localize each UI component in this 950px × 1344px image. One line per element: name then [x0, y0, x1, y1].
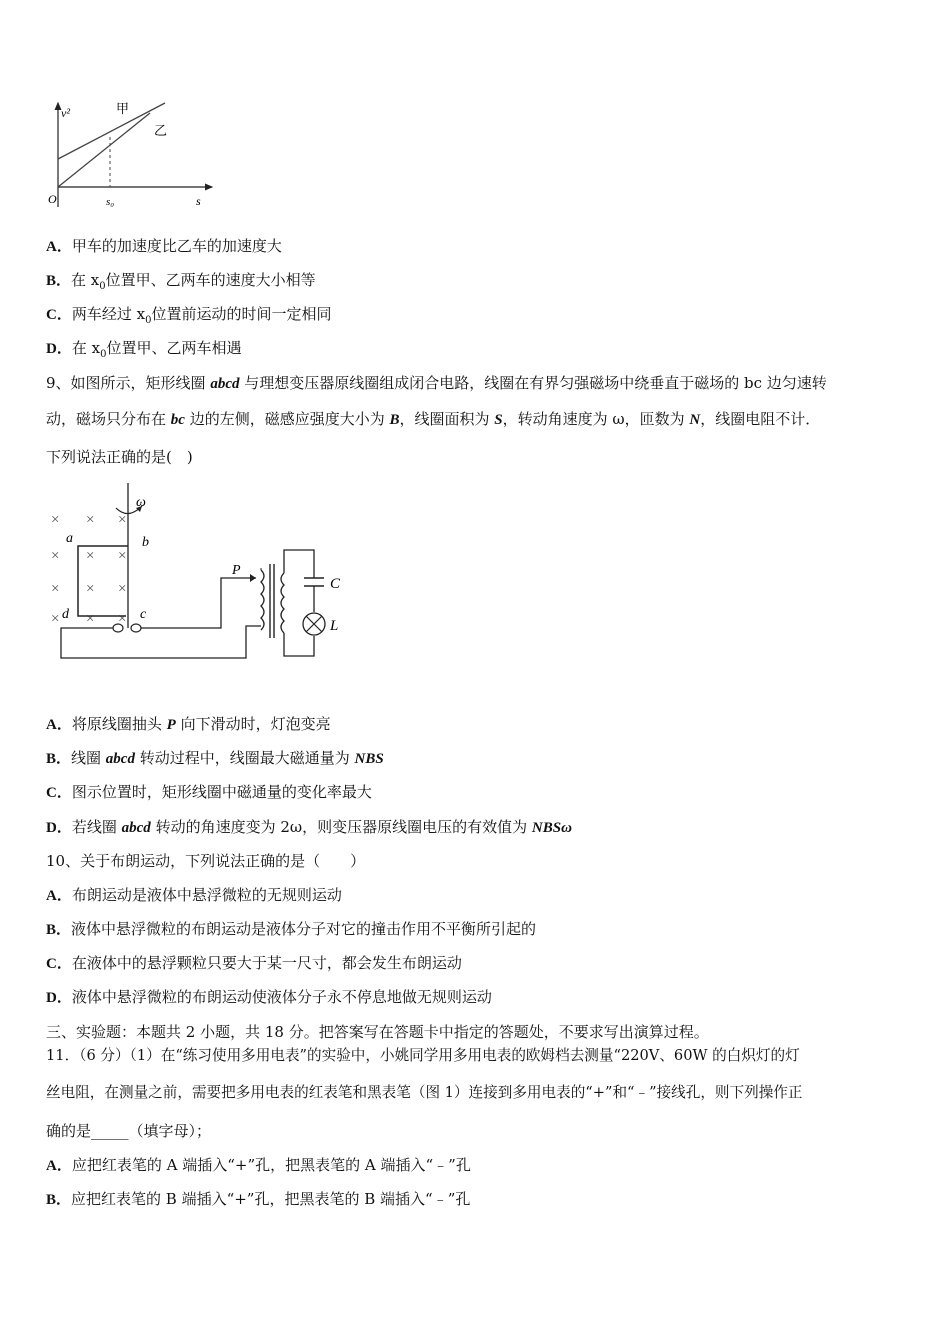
field-cross: × — [86, 611, 95, 627]
line-yi-label: 乙 — [154, 123, 168, 138]
field-cross: × — [51, 512, 60, 528]
q9-stem-line2: 动，磁场只分布在 bc 边的左侧，磁感应强度大小为 B，线圈面积为 S，转动角速度为 ω，匝数为 N，线圈电阻不计． — [46, 410, 821, 428]
secondary-wire — [284, 550, 314, 578]
slip-ring — [131, 624, 141, 632]
q10-stem: 10、关于布朗运动，下列说法正确的是（ ） — [46, 852, 366, 870]
label-b: b — [142, 535, 149, 550]
field-cross: × — [51, 611, 60, 627]
q11-option-b: B．应把红表笔的 B 端插入“+”孔，把黑表笔的 B 端插入“﹣”孔 — [46, 1190, 471, 1208]
wire-inner — [141, 578, 256, 628]
line-yi — [58, 103, 168, 159]
q10-option-a: A．布朗运动是液体中悬浮微粒的无规则运动 — [46, 886, 342, 904]
field-cross: × — [86, 512, 95, 528]
field-cross: × — [118, 512, 127, 528]
q10-option-b: B．液体中悬浮微粒的布朗运动是液体分子对它的撞击作用不平衡所引起的 — [46, 920, 537, 938]
field-cross: × — [51, 581, 60, 597]
wire-outer — [61, 626, 261, 658]
omega-label: ω — [136, 495, 146, 510]
q9-option-b: B．线圈 abcd 转动过程中，线圈最大磁通量为 NBS — [46, 749, 384, 767]
field-cross: × — [118, 581, 127, 597]
secondary-coil — [281, 573, 284, 633]
q8-option-a: A．甲车的加速度比乙车的加速度大 — [46, 237, 282, 255]
field-cross: × — [118, 548, 127, 564]
origin-label: O — [48, 192, 57, 206]
line-jia-label: 甲 — [116, 101, 130, 116]
q9-stem-line3: 下列说法正确的是( ) — [46, 448, 193, 466]
lamp-label: L — [330, 618, 339, 634]
field-cross: × — [86, 581, 95, 597]
tap-label-p: P — [232, 563, 241, 578]
q8-option-b: B．在 $x_0$位置甲、乙两车的速度大小相等 — [46, 271, 316, 292]
x-axis-label: s — [196, 194, 201, 208]
q9-option-c: C．图示位置时，矩形线圈中磁通量的变化率最大 — [46, 783, 372, 801]
field-cross: × — [51, 548, 60, 564]
field-cross: × — [86, 548, 95, 564]
q11-stem-line1: 11．（6 分）（1）在“练习使用多用电表”的实验中，小姚同学用多用电表的欧姆档去测量“220V、60W 的白炽灯的灯 — [46, 1047, 800, 1064]
q9-option-a: A．将原线圈抽头 P 向下滑动时，灯泡变亮 — [46, 715, 331, 733]
y-axis-label: v² — [61, 106, 70, 120]
q11-stem-line2: 丝电阻，在测量之前，需要把多用电表的红表笔和黑表笔（图 1）连接到多用电表的“+”和“﹣”接线孔，则下列操作正 — [46, 1084, 803, 1101]
field-cross: × — [118, 611, 127, 627]
label-d: d — [62, 607, 69, 622]
q8-option-d: D．在 $x_0$位置甲、乙两车相遇 — [46, 339, 242, 360]
q11-option-a: A．应把红表笔的 A 端插入“+”孔，把黑表笔的 A 端插入“﹣”孔 — [46, 1156, 471, 1174]
transformer-circuit-figure — [46, 478, 356, 683]
q10-option-c: C．在液体中的悬浮颗粒只要大于某一尺寸，都会发生布朗运动 — [46, 954, 462, 972]
section-3-heading: 三、实验题：本题共 2 小题，共 18 分。把答案写在答题卡中指定的答题处，不要求写出演算过程。 — [46, 1023, 709, 1041]
v2-s-graph — [40, 95, 220, 215]
capacitor-label: C — [330, 576, 341, 592]
x0-label: s₀ — [106, 196, 115, 208]
q11-stem-line3: 确的是_____（填字母）； — [46, 1122, 212, 1140]
q9-option-d: D．若线圈 abcd 转动的角速度变为 2ω，则变压器原线圈电压的有效值为 NBSω — [46, 818, 572, 836]
label-c: c — [140, 607, 147, 622]
label-a: a — [66, 531, 73, 546]
line-jia — [58, 113, 150, 187]
primary-coil — [261, 570, 264, 630]
secondary-wire — [284, 633, 314, 656]
q8-option-c: C．两车经过 $x_0$位置前运动的时间一定相同 — [46, 305, 332, 326]
q9-stem-line1: 9、如图所示，矩形线圈 abcd 与理想变压器原线圈组成闭合电路，线圈在有界匀强磁场中绕垂直于磁场的 bc 边匀速转 — [46, 374, 827, 392]
q10-option-d: D．液体中悬浮微粒的布朗运动使液体分子永不停息地做无规则运动 — [46, 988, 492, 1006]
